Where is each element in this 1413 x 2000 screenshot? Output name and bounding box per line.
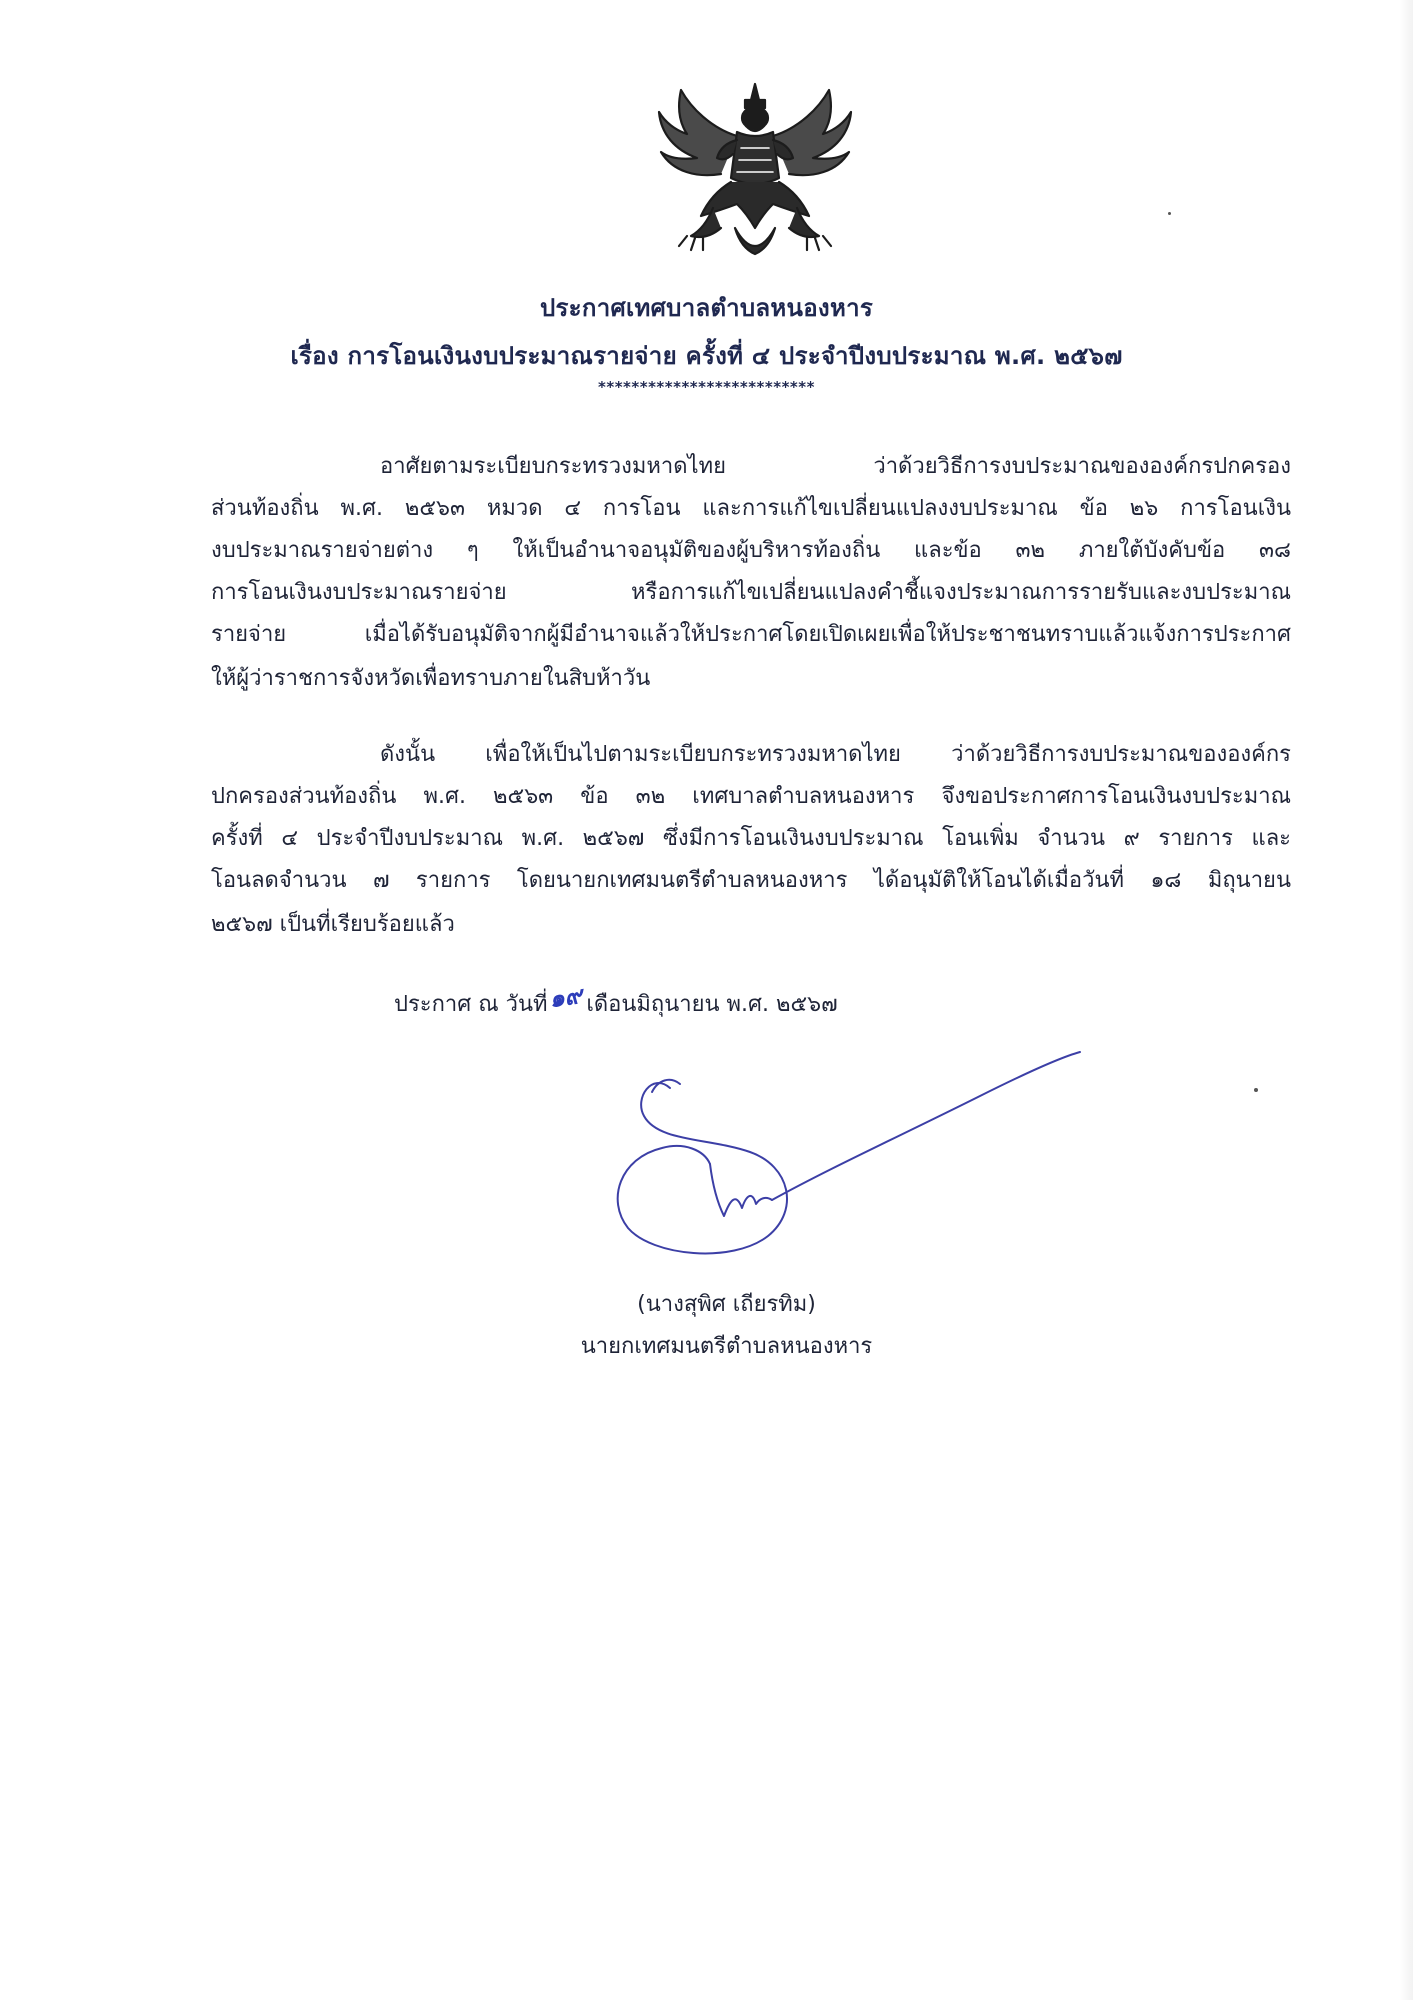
handwritten-signature: [600, 1040, 1200, 1270]
paragraph2-line: ปกครองส่วนท้องถิ่น พ.ศ. ๒๕๖๓ ข้อ ๓๒ เทศบาลตำบลหนองหาร จึงขอประกาศการโอนเงินงบประมาณ: [211, 784, 1291, 809]
announce-prefix: ประกาศ ณ วันที่: [394, 992, 548, 1017]
document-title: ประกาศเทศบาลตำบลหนองหาร: [539, 294, 874, 322]
garuda-emblem-icon: [651, 78, 859, 268]
scan-speck: [1168, 212, 1171, 215]
paragraph2-line: ดังนั้น เพื่อให้เป็นไปตามระเบียบกระทรวงมหาดไทย ว่าด้วยวิธีการงบประมาณขององค์กร: [380, 742, 1291, 767]
paragraph2-line: ครั้งที่ ๔ ประจำปีงบประมาณ พ.ศ. ๒๕๖๗ ซึ่งมีการโอนเงินงบประมาณ โอนเพิ่ม จำนวน ๙ รายการ และ: [211, 826, 1291, 851]
scan-speck: [1254, 1088, 1258, 1092]
announce-suffix: เดือนมิถุนายน พ.ศ. ๒๕๖๗: [586, 992, 838, 1017]
paragraph1-line: ส่วนท้องถิ่น พ.ศ. ๒๕๖๓ หมวด ๔ การโอน และการแก้ไขเปลี่ยนแปลงงบประมาณ ข้อ ๒๖ การโอนเงิน: [211, 496, 1291, 521]
paragraph2-line: ๒๕๖๗ เป็นที่เรียบร้อยแล้ว: [211, 912, 455, 937]
paragraph1-line: ให้ผู้ว่าราชการจังหวัดเพื่อทราบภายในสิบห้าวัน: [211, 666, 651, 691]
announcement-date: [394, 979, 838, 1020]
handwritten-day: ๑๙: [546, 979, 584, 1014]
signer-name: (นางสุพิศ เถียรทิม): [637, 1292, 816, 1317]
paragraph1-line: การโอนเงินงบประมาณรายจ่าย หรือการแก้ไขเปลี่ยนแปลงคำชี้แจงประมาณการรายรับและงบประมาณ: [211, 580, 1291, 605]
paragraph2-line: โอนลดจำนวน ๗ รายการ โดยนายกเทศมนตรีตำบลหนองหาร ได้อนุมัติให้โอนได้เมื่อวันที่ ๑๘ มิถุนายน: [211, 868, 1291, 893]
paragraph1-line: อาศัยตามระเบียบกระทรวงมหาดไทย ว่าด้วยวิธีการงบประมาณขององค์กรปกครอง: [380, 454, 1291, 479]
title-separator: **************************: [598, 378, 815, 396]
document-subject: เรื่อง การโอนเงินงบประมาณรายจ่าย ครั้งที่ ๔ ประจำปีงบประมาณ พ.ศ. ๒๕๖๗: [290, 342, 1123, 370]
signer-position: นายกเทศมนตรีตำบลหนองหาร: [580, 1334, 873, 1359]
paragraph1-line: รายจ่าย เมื่อได้รับอนุมัติจากผู้มีอำนาจแล้วให้ประกาศโดยเปิดเผยเพื่อให้ประชาชนทราบแล้วแจ้งการประกาศ: [211, 622, 1291, 647]
paragraph1-line: งบประมาณรายจ่ายต่าง ๆ ให้เป็นอำนาจอนุมัติของผู้บริหารท้องถิ่น และข้อ ๓๒ ภายใต้บังคับข้อ ๓๘: [211, 538, 1291, 563]
